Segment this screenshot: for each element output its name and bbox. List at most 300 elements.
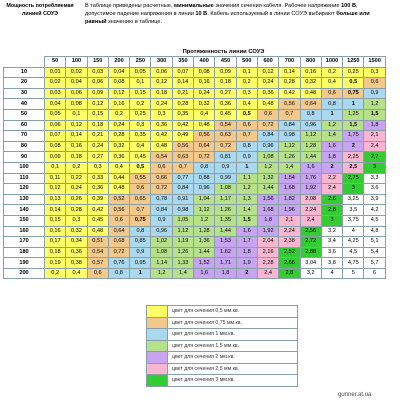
table-cell: 0,6	[130, 184, 151, 195]
legend-item	[146, 364, 298, 376]
table-cell: 0,13	[45, 194, 66, 205]
legend-item	[146, 329, 298, 341]
table-cell: 0,38	[66, 258, 87, 269]
table-cell: 3,04	[300, 258, 321, 269]
table-cell: 2,4	[257, 268, 278, 279]
table-header-row	[4, 57, 386, 68]
table-cell: 6	[364, 268, 385, 279]
table-cell: 0,7	[130, 205, 151, 216]
table-cell: 2	[321, 162, 342, 173]
table-cell: 1,5	[343, 120, 364, 131]
column-header: 150	[87, 57, 108, 68]
legend-swatch	[147, 364, 168, 375]
row-label: 130	[4, 194, 45, 205]
table-cell: 1	[321, 109, 342, 120]
cable-section-table	[3, 56, 386, 279]
table-cell: 1,56	[257, 194, 278, 205]
column-header: 100	[66, 57, 87, 68]
table-cell: 0,88	[194, 173, 215, 184]
table-cell: 0,27	[215, 88, 236, 99]
table-cell: 0,14	[45, 205, 66, 216]
table-cell: 0,02	[45, 78, 66, 89]
table-cell: 0,64	[194, 141, 215, 152]
table-cell: 3,25	[343, 194, 364, 205]
table-cell: 2,4	[300, 215, 321, 226]
table-cell: 0,7	[172, 162, 193, 173]
table-cell: 0,3	[151, 109, 172, 120]
table-cell: 3,5	[343, 205, 364, 216]
table-cell: 0,16	[194, 78, 215, 89]
legend-item	[146, 375, 298, 387]
column-header: 500	[236, 57, 257, 68]
table-row	[4, 258, 386, 269]
table-cell: 0,18	[45, 247, 66, 258]
table-cell: 0,49	[172, 131, 193, 142]
table-cell: 0,35	[130, 131, 151, 142]
table-cell: 0,18	[151, 88, 172, 99]
table-cell: 0,1	[66, 109, 87, 120]
table-cell: 0,24	[194, 88, 215, 99]
table-cell: 3,6	[321, 247, 342, 258]
row-label: 150	[4, 215, 45, 226]
table-cell: 0,3	[87, 162, 108, 173]
table-cell: 0,35	[172, 109, 193, 120]
table-cell: 1,71	[215, 258, 236, 269]
table-cell: 0,72	[108, 247, 129, 258]
table-cell: 1,2	[364, 99, 385, 110]
table-cell: 0,68	[108, 237, 129, 248]
table-cell: 0,72	[194, 152, 215, 163]
table-cell: 1,76	[300, 173, 321, 184]
table-cell: 0,78	[151, 194, 172, 205]
table-cell: 0,3	[236, 88, 257, 99]
table-cell: 0,12	[257, 67, 278, 78]
table-cell: 0,3	[66, 215, 87, 226]
table-cell: 0,84	[257, 131, 278, 142]
table-cell: 1,08	[215, 184, 236, 195]
table-cell: 0,7	[279, 109, 300, 120]
column-header: 200	[108, 57, 129, 68]
row-label: 190	[4, 258, 45, 269]
table-cell: 0,42	[172, 120, 193, 131]
column-header: 800	[300, 57, 321, 68]
table-cell: 0,9	[151, 215, 172, 226]
table-cell: 3,9	[364, 194, 385, 205]
table-cell: 0,28	[279, 78, 300, 89]
corner-cell	[4, 57, 45, 68]
table-cell: 0,84	[151, 205, 172, 216]
note-part: , допустимое падение напряжения в линии	[85, 3, 358, 17]
table-cell: 2,72	[300, 237, 321, 248]
table-cell: 1,92	[257, 226, 278, 237]
table-row	[4, 67, 386, 78]
table-cell: 0,09	[87, 88, 108, 99]
table-cell: 0,95	[130, 258, 151, 269]
row-label: 110	[4, 173, 45, 184]
table-row	[4, 247, 386, 258]
table-cell: 1,6	[194, 268, 215, 279]
table-cell: 0,9	[236, 152, 257, 163]
table-cell: 0,51	[87, 237, 108, 248]
table-cell: 0,08	[108, 78, 129, 89]
table-cell: 0,12	[45, 184, 66, 195]
table-cell: 1,28	[194, 226, 215, 237]
row-label: 60	[4, 120, 45, 131]
table-cell: 3,75	[343, 215, 364, 226]
table-cell: 1	[236, 162, 257, 173]
table-cell: 1,44	[257, 184, 278, 195]
table-cell: 0,15	[87, 109, 108, 120]
table-cell: 2,52	[279, 247, 300, 258]
table-cell: 0,18	[66, 152, 87, 163]
table-cell: 0,8	[108, 268, 129, 279]
table-cell: 0,16	[66, 141, 87, 152]
table-cell: 1	[343, 99, 364, 110]
table-cell: 0,06	[66, 88, 87, 99]
legend-item	[146, 341, 298, 353]
legend-label: цвет для сечения 1 мм.кв.	[172, 331, 235, 338]
table-cell: 0,5	[343, 78, 364, 89]
table-cell: 2,16	[257, 247, 278, 258]
table-cell: 1,8	[364, 120, 385, 131]
table-cell: 0,21	[87, 131, 108, 142]
table-cell: 2,28	[257, 258, 278, 269]
table-cell: 0,02	[66, 67, 87, 78]
legend-label: цвет для сечения 0,75 мм.кв.	[172, 319, 242, 326]
legend-label: цвет для сечения 0,5 мм.кв.	[172, 308, 240, 315]
table-cell: 0,4	[194, 109, 215, 120]
column-group-title: Протяженность линии СОУЭ	[182, 49, 265, 55]
table-cell: 0,26	[66, 194, 87, 205]
table-cell: 0,4	[321, 78, 342, 89]
table-cell: 0,22	[66, 173, 87, 184]
table-cell: 1,52	[194, 258, 215, 269]
table-cell: 0,36	[257, 88, 278, 99]
table-cell: 1,53	[215, 237, 236, 248]
table-cell: 1,14	[151, 258, 172, 269]
column-header: 350	[172, 57, 193, 68]
table-cell: 3,2	[300, 268, 321, 279]
table-cell: 0,1	[45, 162, 66, 173]
table-cell: 4,5	[364, 215, 385, 226]
row-label: 80	[4, 141, 45, 152]
legend-item	[146, 305, 298, 318]
table-cell: 0,75	[343, 88, 364, 99]
table-cell: 0,48	[257, 99, 278, 110]
table-cell: 1,17	[215, 194, 236, 205]
table-cell: 0,54	[215, 120, 236, 131]
table-cell: 0,4	[130, 141, 151, 152]
column-header: 50	[45, 57, 66, 68]
table-cell: 0,84	[172, 184, 193, 195]
table-cell: 4,2	[364, 205, 385, 216]
table-cell: 1,08	[151, 247, 172, 258]
table-cell: 1,5	[236, 215, 257, 226]
table-cell: 0,56	[194, 131, 215, 142]
table-cell: 0,6	[321, 88, 342, 99]
table-cell: 0,77	[172, 173, 193, 184]
table-cell: 1,4	[321, 131, 342, 142]
table-cell: 1,26	[215, 205, 236, 216]
table-cell: 0,28	[108, 131, 129, 142]
table-cell: 0,8	[130, 226, 151, 237]
legend-item	[146, 352, 298, 364]
legend-swatch	[147, 375, 168, 386]
table-cell: 0,15	[130, 88, 151, 99]
table-cell: 3,3	[364, 173, 385, 184]
legend-swatch	[147, 329, 168, 340]
table-cell: 0,17	[45, 237, 66, 248]
table-cell: 1,44	[194, 247, 215, 258]
table-cell: 0,2	[130, 99, 151, 110]
table-cell: 0,24	[257, 78, 278, 89]
table-cell: 0,57	[87, 258, 108, 269]
table-cell: 4,25	[343, 237, 364, 248]
table-cell: 0,7	[236, 131, 257, 142]
table-cell: 0,33	[87, 173, 108, 184]
table-cell: 1,2	[236, 184, 257, 195]
table-cell: 0,24	[108, 120, 129, 131]
table-cell: 0,06	[45, 120, 66, 131]
note-part: значению в таблице.	[106, 19, 163, 25]
table-cell: 2,1	[364, 131, 385, 142]
table-cell: 1,08	[257, 152, 278, 163]
table-cell: 0,63	[172, 152, 193, 163]
table-cell: 2,75	[343, 173, 364, 184]
table-cell: 0,14	[279, 67, 300, 78]
table-cell: 0,66	[151, 173, 172, 184]
legend-swatch	[147, 306, 168, 317]
row-label: 20	[4, 78, 45, 89]
table-cell: 5,1	[364, 237, 385, 248]
legend-label: цвет для сечения 2,5 мм.кв.	[172, 365, 240, 372]
table-cell: 0,16	[45, 226, 66, 237]
table-cell: 5,4	[364, 247, 385, 258]
table-cell: 0,18	[215, 78, 236, 89]
table-cell: 1,44	[215, 226, 236, 237]
row-label: 120	[4, 184, 45, 195]
table-cell: 2,4	[321, 184, 342, 195]
table-row	[4, 173, 386, 184]
legend-swatch	[147, 318, 168, 329]
table-cell: 0,48	[300, 88, 321, 99]
table-cell: 3	[343, 184, 364, 195]
table-row	[4, 194, 386, 205]
table-cell: 0,8	[300, 109, 321, 120]
table-cell: 0,56	[279, 99, 300, 110]
table-cell: 1,25	[343, 109, 364, 120]
table-cell: 0,09	[215, 67, 236, 78]
table-cell: 2,8	[321, 205, 342, 216]
table-cell: 0,3	[364, 67, 385, 78]
row-label: 100	[4, 162, 45, 173]
table-cell: 1,2	[194, 215, 215, 226]
table-cell: 0,12	[87, 99, 108, 110]
table-cell: 0,1	[236, 67, 257, 78]
table-cell: 0,91	[172, 194, 193, 205]
legend-swatch	[147, 352, 168, 363]
table-cell: 1,62	[215, 247, 236, 258]
table-cell: 0,34	[66, 237, 87, 248]
table-cell: 0,48	[87, 226, 108, 237]
table-cell: 1,3	[236, 194, 257, 205]
table-row	[4, 109, 386, 120]
table-cell: 3	[364, 162, 385, 173]
table-cell: 1,7	[236, 237, 257, 248]
column-header: 400	[194, 57, 215, 68]
table-cell: 0,2	[108, 109, 129, 120]
table-cell: 0,36	[66, 247, 87, 258]
table-row	[4, 120, 386, 131]
table-cell: 0,36	[87, 184, 108, 195]
table-cell: 0,6	[87, 268, 108, 279]
table-cell: 2,5	[343, 162, 364, 173]
table-cell: 0,11	[45, 173, 66, 184]
table-cell: 0,6	[257, 109, 278, 120]
column-header: 1500	[364, 57, 385, 68]
table-cell: 0,48	[108, 184, 129, 195]
table-cell: 2,1	[279, 215, 300, 226]
table-cell: 0,44	[108, 173, 129, 184]
table-cell: 0,36	[108, 152, 129, 163]
table-cell: 0,56	[172, 141, 193, 152]
table-cell: 2,4	[364, 141, 385, 152]
column-header: 300	[151, 57, 172, 68]
table-cell: 0,96	[151, 226, 172, 237]
table-row	[4, 131, 386, 142]
table-cell: 0,25	[130, 109, 151, 120]
table-cell: 0,19	[45, 258, 66, 269]
column-header: 600	[257, 57, 278, 68]
table-cell: 0,32	[300, 78, 321, 89]
table-cell: 4	[343, 226, 364, 237]
legend-label: цвет для сечения 2 мм.кв.	[172, 354, 235, 361]
table-cell: 1,4	[172, 268, 193, 279]
table-cell: 0,04	[45, 99, 66, 110]
table-cell: 1,96	[279, 205, 300, 216]
table-cell: 4,5	[343, 247, 364, 258]
table-cell: 0,07	[45, 131, 66, 142]
table-cell: 0,08	[45, 141, 66, 152]
table-cell: 0,24	[66, 184, 87, 195]
note-part: больше или равный	[85, 11, 370, 25]
table-cell: 4,75	[343, 258, 364, 269]
note-part: значения сечения кабеля. Рабочее напряжение	[213, 3, 342, 9]
table-cell: 0,55	[130, 173, 151, 184]
note-part: 100 В	[341, 3, 356, 9]
legend-item	[146, 318, 298, 330]
table-cell: 2,6	[321, 194, 342, 205]
table-cell: 1,8	[236, 247, 257, 258]
table-cell: 0,8	[321, 99, 342, 110]
table-cell: 3,8	[321, 258, 342, 269]
table-cell: 3,4	[321, 237, 342, 248]
table-cell: 0,28	[172, 99, 193, 110]
row-header-title: Мощность потребляемая линией СОУЭ	[6, 3, 74, 17]
table-cell: 0,96	[257, 141, 278, 152]
row-label: 140	[4, 205, 45, 216]
row-label: 40	[4, 99, 45, 110]
table-cell: 1,6	[321, 141, 342, 152]
table-cell: 3,6	[364, 184, 385, 195]
table-cell: 2,66	[279, 258, 300, 269]
table-cell: 0,56	[108, 205, 129, 216]
table-cell: 0,2	[66, 162, 87, 173]
table-cell: 2,24	[279, 226, 300, 237]
legend-label: цвет для сечения 1,5 мм.кв.	[172, 342, 240, 349]
table-cell: 0,98	[279, 131, 300, 142]
table-cell: 0,14	[66, 131, 87, 142]
table-cell: 0,98	[172, 205, 193, 216]
table-cell: 0,09	[45, 152, 66, 163]
table-cell: 0,85	[130, 237, 151, 248]
table-cell: 0,72	[257, 120, 278, 131]
table-cell: 1,6	[300, 162, 321, 173]
table-cell: 2,88	[300, 247, 321, 258]
table-cell: 0,04	[108, 67, 129, 78]
table-row	[4, 205, 386, 216]
table-cell: 2,7	[364, 152, 385, 163]
table-cell: 2,08	[300, 194, 321, 205]
table-cell: 1,12	[194, 205, 215, 216]
table-cell: 1,26	[172, 247, 193, 258]
table-cell: 1,82	[279, 194, 300, 205]
table-cell: 0,12	[66, 120, 87, 131]
table-cell: 0,15	[45, 215, 66, 226]
table-cell: 0,6	[364, 78, 385, 89]
note-part: 10 В	[195, 11, 208, 17]
color-legend	[146, 305, 298, 387]
table-cell: 1,12	[279, 141, 300, 152]
table-row	[4, 162, 386, 173]
table-cell: 0,36	[215, 99, 236, 110]
table-row	[4, 78, 386, 89]
table-cell: 0,63	[215, 131, 236, 142]
table-cell: 1,92	[300, 184, 321, 195]
table-cell: 1,26	[279, 152, 300, 163]
table-cell: 1	[130, 268, 151, 279]
table-cell: 1,8	[215, 268, 236, 279]
table-cell: 0,12	[108, 88, 129, 99]
table-cell: 1,28	[300, 141, 321, 152]
row-label: 180	[4, 247, 45, 258]
table-cell: 1,19	[172, 237, 193, 248]
table-cell: 0,48	[151, 141, 172, 152]
table-cell: 4	[321, 268, 342, 279]
table-cell: 0,42	[87, 205, 108, 216]
table-cell: 0,2	[45, 268, 66, 279]
table-row	[4, 184, 386, 195]
table-cell: 2,56	[300, 226, 321, 237]
table-cell: 0,25	[343, 67, 364, 78]
table-cell: 2,8	[279, 268, 300, 279]
table-note	[85, 2, 385, 26]
table-cell: 2,04	[257, 237, 278, 248]
table-cell: 0,6	[108, 215, 129, 226]
table-cell: 5	[343, 268, 364, 279]
table-cell: 0,03	[45, 88, 66, 99]
column-header: 1000	[321, 57, 342, 68]
table-cell: 0,16	[300, 67, 321, 78]
legend-swatch	[147, 341, 168, 352]
table-row	[4, 268, 386, 279]
table-cell: 1,33	[172, 258, 193, 269]
table-cell: 1,8	[257, 215, 278, 226]
table-cell: 0,14	[172, 78, 193, 89]
table-cell: 0,9	[364, 88, 385, 99]
table-cell: 0,8	[236, 141, 257, 152]
table-cell: 1,68	[279, 184, 300, 195]
